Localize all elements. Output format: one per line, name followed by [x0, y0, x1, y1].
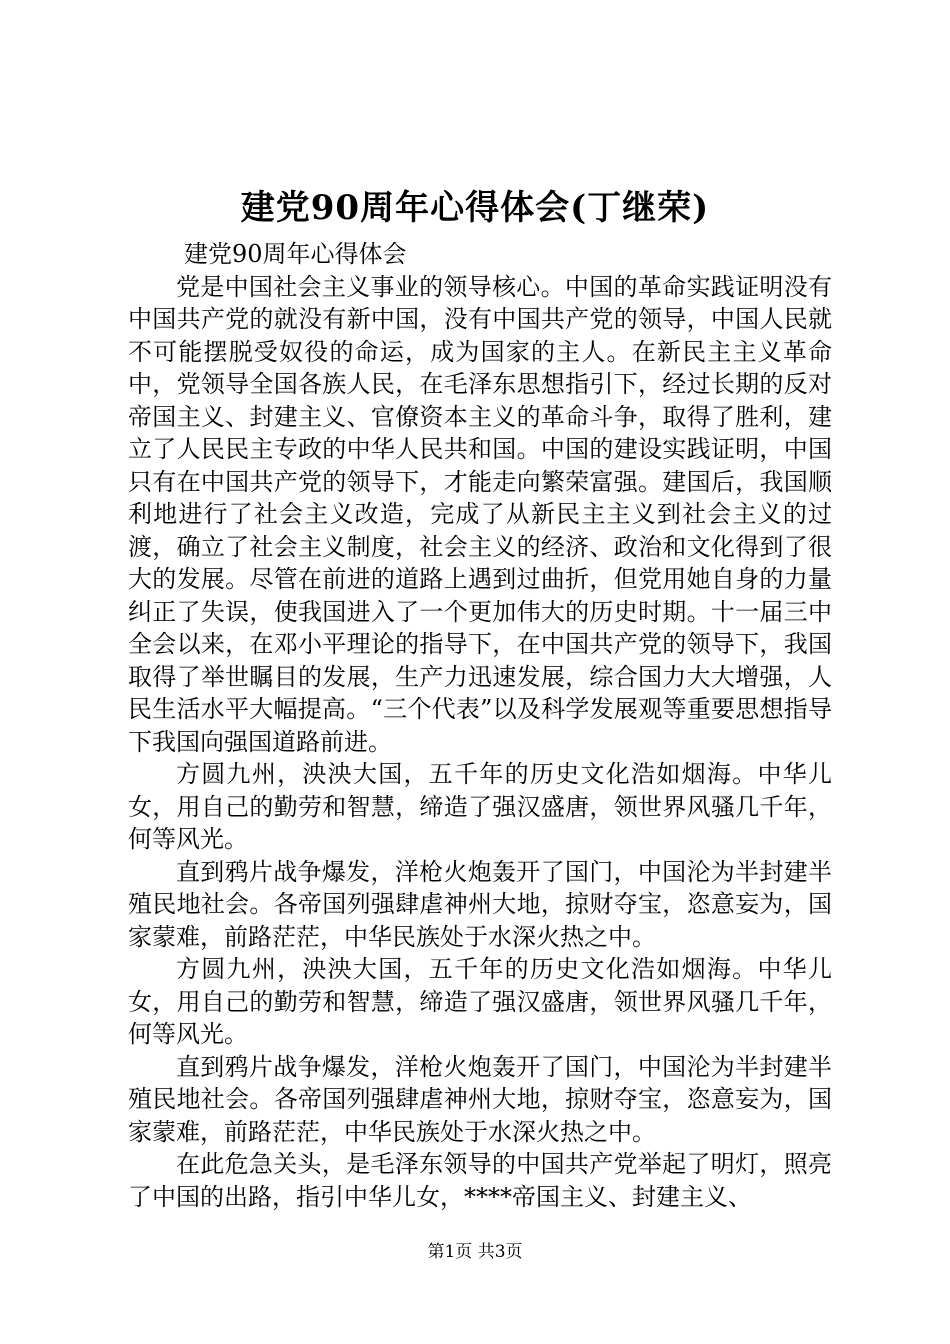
paragraph: 在此危急关头，是毛泽东领导的中国共产党举起了明灯，照亮了中国的出路，指引中华儿女，****帝国主义、封建主义、: [128, 1150, 832, 1211]
paragraph: 党是中国社会主义事业的领导核心。中国的革命实践证明没有中国共产党的就没有新中国，没有中国共产党的领导，中国人民就不可能摆脱受奴役的命运，成为国家的主人。在新民主主义革命中，党领导全国各族人民，在毛泽东思想指引下，经过长期的反对帝国主义、封建主义、官僚资本主义的革命斗争，取得了胜利，建立了人民民主专政的中华人民共和国。中国的建设实践证明，中国只有在中国共产党的领导下，才能走向繁荣富强。建国后，我国顺利地进行了社会主义改造，完成了从新民主主义到社会主义的过渡，确立了社会主义制度，社会主义的经济、政治和文化得到了很大的发展。尽管在前进的道路上遇到过曲折，但党用她自身的力量纠正了失误，使我国进入了一个更加伟大的历史时期。十一届三中全会以来，在邓小平理论的指导下，在中国共产党的领导下，我国取得了举世瞩目的发展，生产力迅速发展，综合国力大大增强，人民生活水平大幅提高。“三个代表”以及科学发展观等重要思想指导下我国向强国道路前进。: [128, 272, 832, 756]
paragraph: 直到鸦片战争爆发，洋枪火炮轰开了国门，中国沦为半封建半殖民地社会。各帝国列强肆虐神州大地，掠财夺宝，恣意妄为，国家蒙难，前路茫茫，中华民族处于水深火热之中。: [128, 1052, 832, 1146]
page-footer: 第1页 共3页: [427, 1242, 523, 1262]
document-body: [128, 238, 832, 1213]
document-title: 建党90周年心得体会(丁继荣): [240, 188, 710, 228]
paragraph: 方圆九州，泱泱大国，五千年的历史文化浩如烟海。中华儿女，用自己的勤劳和智慧，缔造了强汉盛唐，领世界风骚几千年，何等风光。: [128, 955, 832, 1048]
paragraph: 方圆九州，泱泱大国，五千年的历史文化浩如烟海。中华儿女，用自己的勤劳和智慧，缔造了强汉盛唐，领世界风骚几千年，何等风光。: [128, 760, 832, 853]
paragraph: 直到鸦片战争爆发，洋枪火炮轰开了国门，中国沦为半封建半殖民地社会。各帝国列强肆虐神州大地，掠财夺宝，恣意妄为，国家蒙难，前路茫茫，中华民族处于水深火热之中。: [128, 857, 832, 951]
document-subtitle: 建党90周年心得体会: [184, 240, 407, 268]
